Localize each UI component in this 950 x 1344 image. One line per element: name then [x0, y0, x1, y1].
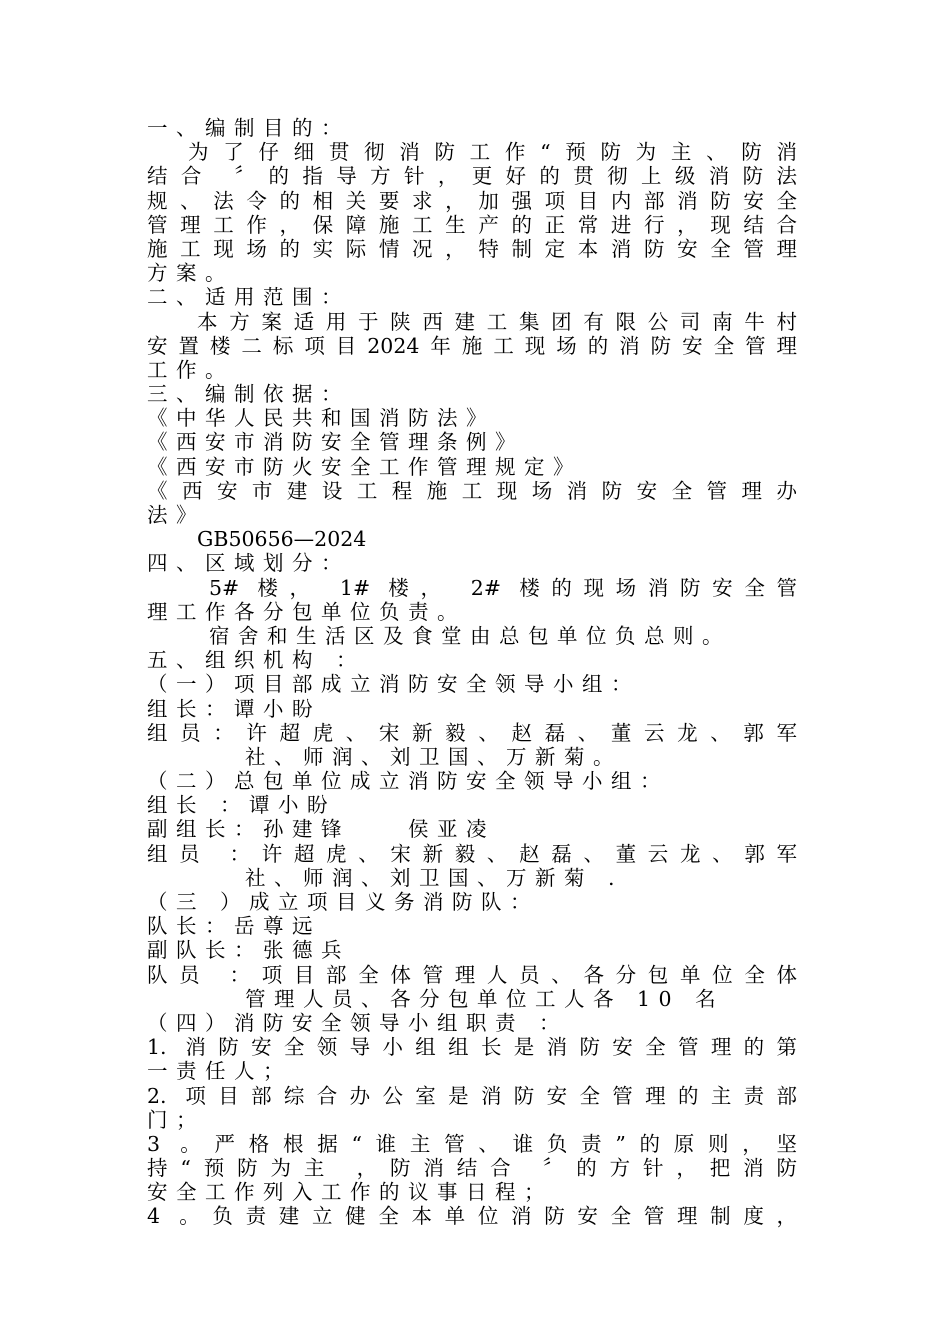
- paragraph-line: 方案。: [147, 261, 234, 286]
- document-page: [147, 116, 797, 1229]
- section-heading-zones: 四、区域划分：: [147, 551, 350, 576]
- member-line: 队员 ：项目部全体管理人员、各分包单位全体: [147, 962, 797, 987]
- duty-item: 3 。严格根据“谁主管、谁负责”的原则，坚: [147, 1131, 797, 1156]
- member-line: 管理人员、各分包单位工人各 10 名: [245, 986, 725, 1011]
- section-heading-scope: 二、适用范围：: [147, 285, 350, 310]
- member-line: 组员 ：许超虎、宋新毅、赵磊、董云龙、郭军: [147, 841, 797, 866]
- member-line: 组长：谭小盼: [147, 696, 321, 721]
- section-heading-purpose: 一、编制目的：: [147, 116, 350, 140]
- paragraph-line: 规、法令的相关要求，加强项目内部消防安全: [147, 188, 797, 213]
- member-line: 副组长：孙建锋 侯亚凌: [147, 817, 495, 842]
- paragraph-line: 5# 楼， 1# 楼， 2# 楼的现场消防安全管: [209, 575, 797, 600]
- duty-item: 门；: [147, 1107, 205, 1132]
- member-line: 副队长：张德兵: [147, 938, 350, 963]
- duty-item: 4 。负责建立健全本单位消防安全管理制度，: [147, 1204, 797, 1229]
- reference-item: 《西安市消防安全管理条例》: [147, 430, 524, 455]
- member-line: 社、师润、刘卫国、万新菊。: [245, 744, 622, 769]
- subsection-heading: （三 ）成立项目义务消防队：: [147, 890, 540, 914]
- duty-item: 一责任人；: [147, 1059, 292, 1084]
- standard-code: GB50656—2024: [197, 527, 367, 552]
- paragraph-line: 工作。: [147, 357, 234, 382]
- duty-item: 安全工作列入工作的议事日程；: [147, 1180, 553, 1205]
- member-line: 组长 ：谭小盼: [147, 793, 337, 818]
- duty-item: 2. 项目部综合办公室是消防安全管理的主责部: [147, 1083, 797, 1108]
- paragraph-line: 理工作各分包单位负责。: [147, 599, 466, 624]
- subsection-heading: （二）总包单位成立消防安全领导小组：: [147, 769, 669, 794]
- member-line: 队长：岳尊远: [147, 914, 321, 939]
- paragraph-line: 宿舍和生活区及食堂由总包单位负总则。: [209, 623, 731, 648]
- paragraph-line: 结合 〞的指导方针，更好的贯彻上级消防法: [147, 164, 797, 189]
- reference-item: 法》: [147, 503, 205, 527]
- duty-item: 1. 消防安全领导小组组长是消防安全管理的第: [147, 1035, 797, 1060]
- paragraph-line: 为了仔细贯彻消防工作“预防为主、防消: [188, 140, 797, 165]
- subsection-heading: （一）项目部成立消防安全领导小组：: [147, 672, 640, 697]
- paragraph-line: 管理工作，保障施工生产的正常进行，现结合: [147, 212, 797, 237]
- member-line: 组员：许超虎、宋新毅、赵磊、董云龙、郭军: [147, 720, 797, 745]
- section-heading-organization: 五、组织机构 ：: [147, 648, 366, 673]
- duty-item: 持“预防为主 ，防消结合 〞的方针，把消防: [147, 1156, 797, 1181]
- member-line: 社、师润、刘卫国、万新菊 .: [245, 865, 624, 890]
- reference-item: 《西安市防火安全工作管理规定》: [147, 454, 582, 479]
- reference-item: 《西安市建设工程施工现场消防安全管理办: [147, 478, 797, 503]
- reference-item: 《中华人民共和国消防法》: [147, 406, 495, 431]
- paragraph-line: 本方案适用于陕西建工集团有限公司南牛村: [197, 309, 797, 334]
- paragraph-line: 施工现场的实际情况，特制定本消防安全管理: [147, 236, 797, 261]
- section-heading-basis: 三、编制依据：: [147, 382, 350, 407]
- paragraph-line: 安置楼二标项目2024年施工现场的消防安全管理: [147, 333, 797, 358]
- subsection-heading: （四）消防安全领导小组职责 ：: [147, 1010, 569, 1035]
